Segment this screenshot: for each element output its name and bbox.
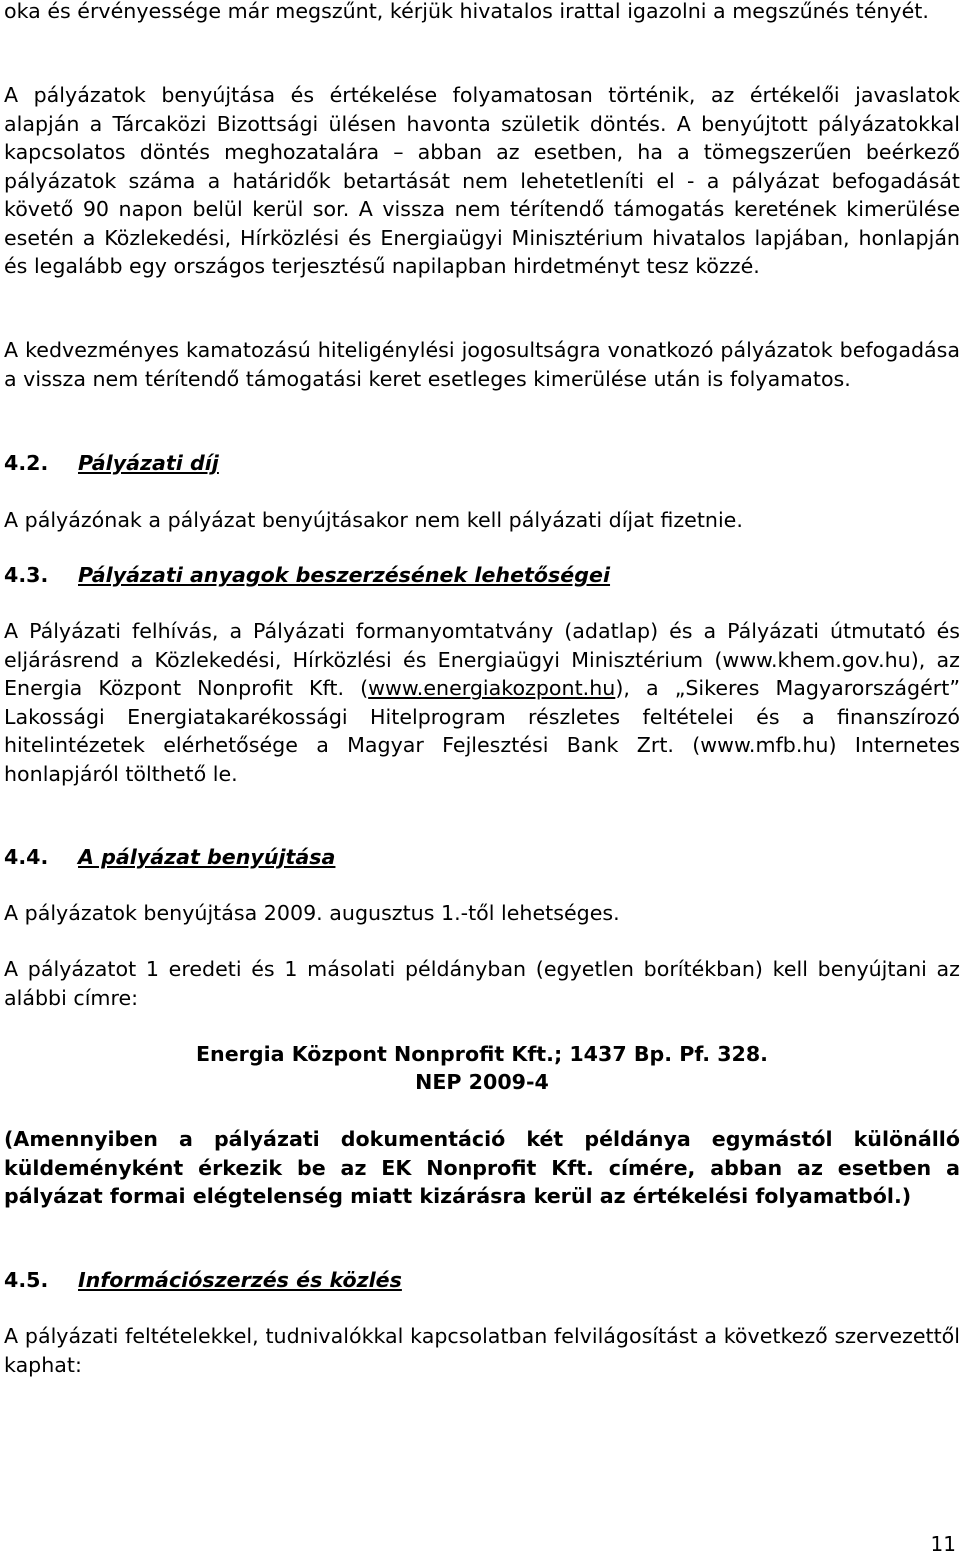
paragraph-submission-date: A pályázatok benyújtása 2009. augusztus 1.-től lehetséges. xyxy=(4,901,620,925)
paragraph-submission-copies: A pályázatot 1 eredeti és 1 másolati példányban (egyetlen borítékban) kell benyújtani az alábbi címre: xyxy=(4,957,960,1010)
address-line: Energia Központ Nonprofit Kft.; 1437 Bp. Pf. 328. xyxy=(195,1042,769,1066)
heading-4-3 xyxy=(4,561,610,590)
heading-number: 4.3. xyxy=(4,563,49,587)
heading-4-4 xyxy=(4,843,335,872)
heading-number: 4.5. xyxy=(4,1268,49,1292)
heading-title: Pályázati díj xyxy=(78,451,219,475)
heading-title: Pályázati anyagok beszerzésének lehetőségei xyxy=(78,563,611,587)
paragraph-application-fee: A pályázónak a pályázat benyújtásakor nem kell pályázati díjat fizetnie. xyxy=(4,508,743,532)
materials-text-part2: ), a „Sikeres Magyarországért” Lakossági Energiatakarékossági Hitelprogram részletes feltételei és a finanszírozó hitelintézetek elérhetősége a Magyar Fejlesztési Bank Zrt. (www.mfb.hu) Internetes honlapjáról tölthető le. xyxy=(4,676,960,786)
energiakozpont-link[interactable]: www.energiakozpont.hu xyxy=(368,676,616,700)
heading-number: 4.2. xyxy=(4,451,49,475)
page-number: 11 xyxy=(930,1532,956,1556)
paragraph-information-contact: A pályázati feltételekkel, tudnivalókkal kapcsolatban felvilágosítást a következő szervezettől kaphat: xyxy=(4,1324,960,1377)
paragraph-exclusion-notice: (Amennyiben a pályázati dokumentáció két példánya egymástól különálló küldeményként érkezik be az EK Nonprofit Kft. címére, abban az esetben a pályázat formai elégtelenség miatt kizárásra kerül az értékelési folyamatból.) xyxy=(4,1127,960,1208)
heading-4-5 xyxy=(4,1266,402,1295)
paragraph-validity-proof: oka és érvényessége már megszűnt, kérjük hivatalos irattal igazolni a megszűnés tényét. xyxy=(4,0,929,23)
heading-4-2 xyxy=(4,449,219,478)
materials-text-part1: A Pályázati felhívás, a Pályázati formanyomtatvány (adatlap) és a Pályázati útmutató és eljárásrend a Közlekedési, Hírközlési és Energiaügyi Minisztérium (www.khem.gov.hu), az Energia Központ Nonprofit Kft. xyxy=(4,619,960,700)
heading-title: Információszerzés és közlés xyxy=(78,1268,402,1292)
heading-number: 4.4. xyxy=(4,845,49,869)
heading-title: A pályázat benyújtása xyxy=(78,845,336,869)
paragraph-materials-availability: A Pályázati felhívás, a Pályázati formanyomtatvány (adatlap) és a Pályázati útmutató és eljárásrend a Közlekedési, Hírközlési és Energiaügyi Minisztérium (www.khem.gov.hu), az Energia Központ Nonprofit Kft. (www.energiakozpont.hu), a „Sikeres Magyarországért” Lakossági Energiatakarékossági Hitelprogram részletes feltételei és a finanszírozó hitelintézetek elérhetősége a Magyar Fejlesztési Bank Zrt. (www.mfb.hu) Internetes honlapjáról tölthető le. xyxy=(4,619,960,786)
paragraph-evaluation-process: A pályázatok benyújtása és értékelése folyamatosan történik, az értékelői javaslatok alapján a Tárcaközi Bizottsági ülésen havonta születik döntés. A benyújtott pályázatokkal kapcsolatos döntés meghozatalára – abban az esetben, ha a tömegszerűen beérkező pályázatok száma a határidők betartását nem lehetetleníti el - a pályázat befogadását követő 90 napon belül kerül sor. A vissza nem térítendő támogatás keretének kimerülése esetén a Közlekedési, Hírközlési és Energiaügyi Minisztérium hivatalos lapjában, honlapján és legalább egy országos terjesztésű napilapban hirdetményt tesz közzé. xyxy=(4,83,960,278)
address-code: NEP 2009-4 xyxy=(415,1070,549,1094)
paragraph-loan-eligibility: A kedvezményes kamatozású hiteligénylési jogosultságra vonatkozó pályázatok befogadása a vissza nem térítendő támogatási keret esetleges kimerülése után is folyamatos. xyxy=(4,338,960,391)
